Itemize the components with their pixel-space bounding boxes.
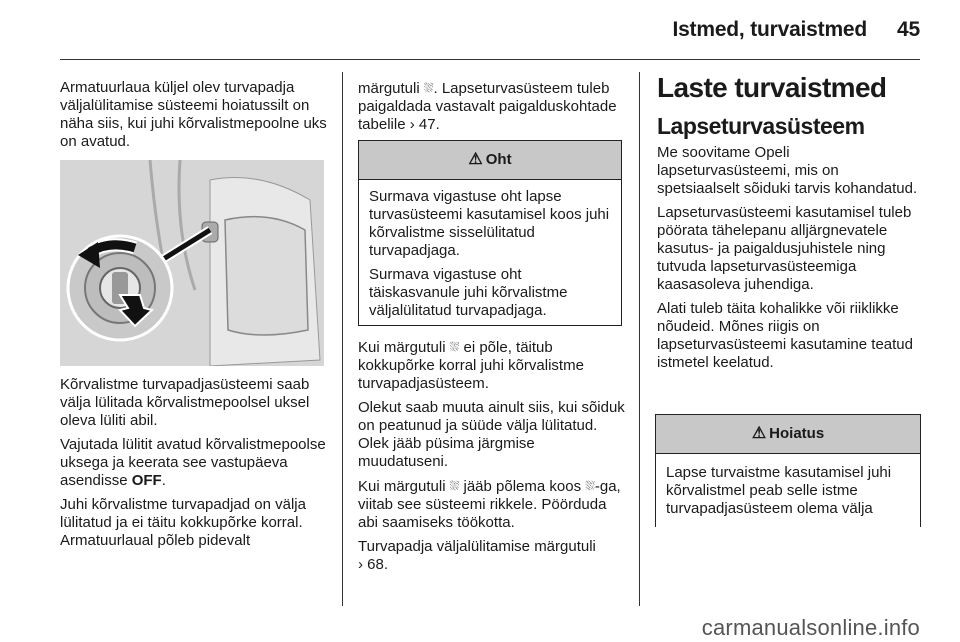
subsection-title: Lapseturvasüsteem	[657, 113, 865, 139]
warning-triangle-icon: ⚠	[468, 151, 483, 168]
airbag-off-icon: ⛆	[449, 340, 460, 354]
period: .	[161, 472, 166, 489]
column-1-lower	[60, 376, 328, 556]
warning-box	[655, 414, 921, 527]
text: märgutuli	[358, 80, 420, 97]
column-divider	[639, 72, 640, 606]
paragraph: Me soovitame Opeli lapseturvasüsteemi, mis on spetsiaalselt sõiduki tarvis kohandatud.	[657, 144, 918, 197]
section-title: Laste turvaistmed	[657, 72, 887, 103]
text: ei põle, täitub kokkupõrke korral juhi kõrvalistme turvapadjasüsteem.	[358, 339, 584, 392]
page-reference-arrow-icon: ›	[409, 116, 415, 133]
page-number: 45	[897, 18, 920, 41]
header-rule	[60, 59, 920, 60]
door-switch-illustration	[60, 160, 324, 366]
text: Turvapadja väljalülitamise märgutuli	[358, 538, 596, 555]
paragraph	[358, 338, 628, 393]
paragraph: Kõrvalistme turvapadjasüsteemi saab välja lülitada kõrvalistmepoolsel uksel oleva lüliti abil.	[60, 376, 310, 429]
page-reference: 47.	[418, 116, 440, 133]
warning-box-title: Hoiatus	[769, 425, 825, 442]
watermark: carmanualsonline.info	[701, 615, 920, 640]
column-2	[358, 79, 626, 140]
door-switch-drawing	[60, 160, 324, 366]
column-divider	[342, 72, 343, 606]
airbag-warning-icon: ⛆	[585, 479, 595, 493]
column-3	[657, 72, 923, 378]
warning-box-header	[656, 415, 920, 454]
danger-box-header	[359, 141, 621, 180]
paragraph	[60, 436, 328, 490]
danger-text: Surmava vigastuse oht lapse turvasüsteemi kasutamisel koos juhi kõrvalistme sisselülitatud turvapadjaga.	[369, 188, 610, 259]
page-title: Istmed, turvaistmed	[672, 18, 868, 41]
page-header	[672, 18, 920, 42]
airbag-off-icon: ⛆	[449, 479, 460, 493]
paragraph	[358, 538, 628, 574]
text: Kui märgutuli	[358, 339, 446, 356]
danger-box-title: Oht	[485, 151, 512, 168]
text: Kui märgutuli	[358, 478, 446, 495]
danger-box	[358, 140, 622, 326]
danger-text: Surmava vigastuse oht täiskasvanule juhi kõrvalistme väljalülitatud turvapadjaga.	[369, 266, 568, 319]
airbag-off-icon: ⛆	[423, 81, 434, 95]
paragraph: Lapseturvasüsteemi kasutamisel tuleb pöörata tähelepanu alljärgnevatele kasutus- ja paigaldusjuhistele ning tutvuda lapseturvasüsteemiga kaasasoleva juhendiga.	[657, 204, 912, 293]
text: . Lapseturvasüsteem tuleb paigaldada vastavalt paigalduskohtade tabelile	[358, 80, 617, 133]
paragraph	[358, 79, 626, 134]
warning-triangle-icon: ⚠	[751, 425, 767, 442]
page-reference-arrow-icon: ›	[358, 556, 363, 573]
page-reference: 68.	[367, 556, 389, 573]
paragraph: Alati tuleb täita kohalikke või riiklikke nõudeid. Mõnes riigis on lapseturvasüsteemi kasutamine teatud istmetel keelatud.	[657, 300, 913, 371]
paragraph	[358, 477, 628, 532]
column-2-lower	[358, 338, 628, 580]
paragraph: Armatuurlaua küljel olev turvapadja väljalülitamise süsteemi hoiatussilt on näha siis, kui juhi kõrvalistmepoolne uks on avatud.	[60, 79, 327, 150]
warning-text: Lapse turvaistme kasutamisel juhi kõrvalistmel peab selle istme turvapadjasüsteem olema välja	[666, 464, 892, 517]
paragraph: Juhi kõrvalistme turvapadjad on välja lülitatud ja ei täitu kokkupõrke korral. Armatuurlaual põleb pidevalt	[60, 496, 306, 549]
paragraph: Olekut saab muuta ainult siis, kui sõiduk on peatunud ja süüde välja lülitatud. Olek jääb püsima järgmise muudatuseni.	[358, 399, 625, 470]
text: jääb põlema koos	[463, 478, 582, 495]
danger-box-body	[359, 180, 621, 332]
paragraph-text: Vajutada lülitit avatud kõrvalistmepoolse uksega ja keerata see vastupäeva asendisse	[60, 436, 326, 489]
warning-box-body	[656, 454, 920, 530]
text: -ga, viitab see süsteemi rikkele. Pöörduda abi saamiseks töökotta.	[358, 478, 621, 531]
column-1	[60, 79, 328, 157]
off-position-label: OFF	[131, 472, 162, 489]
